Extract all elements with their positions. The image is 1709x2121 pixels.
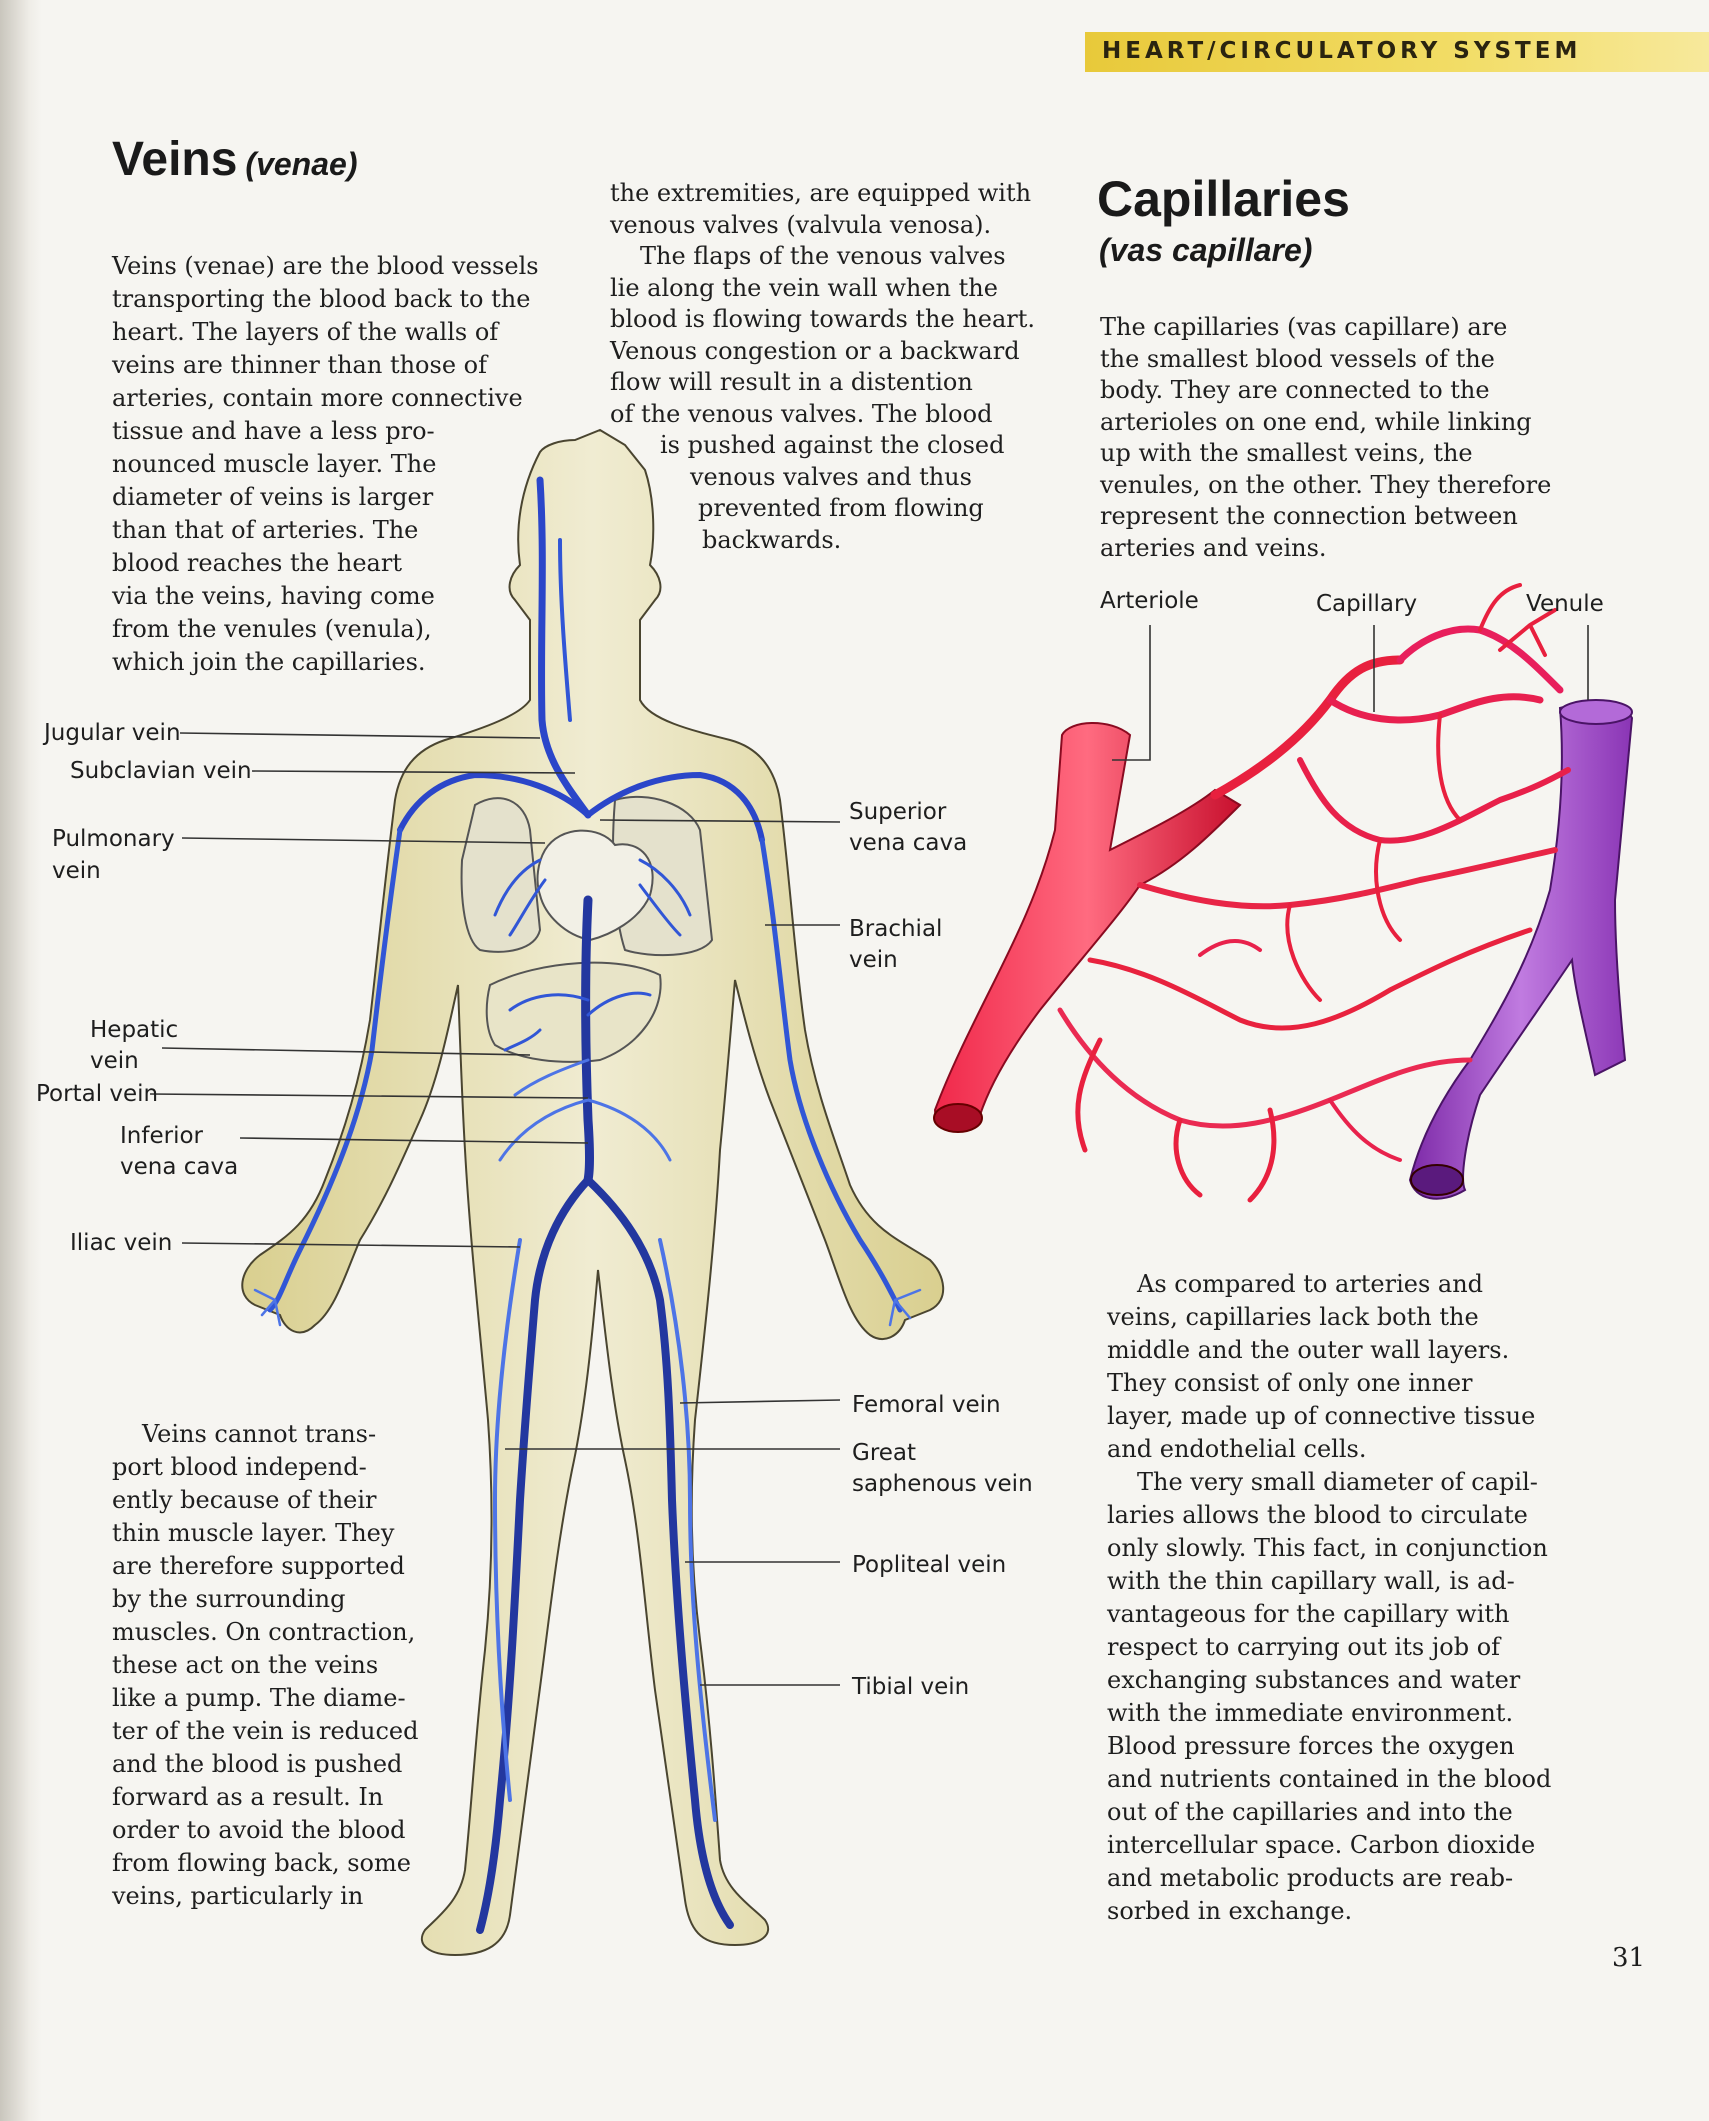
page-number: 31 <box>1612 1943 1646 1973</box>
label-jugular-vein: Jugular vein <box>44 720 181 746</box>
text-line: laries allows the blood to circulate <box>1107 1501 1528 1529</box>
text-line: venules, on the other. They therefore <box>1100 470 1552 499</box>
text-line: these act on the veins <box>112 1651 379 1679</box>
text-line: Veins cannot trans- <box>142 1420 377 1448</box>
text-line: out of the capillaries and into the <box>1107 1798 1513 1826</box>
text-line: Venous congestion or a backward <box>610 336 1020 365</box>
text-line: of the venous valves. The blood <box>610 399 993 428</box>
text-line: venous valves and thus <box>690 462 972 491</box>
label-venule: Venule <box>1526 591 1604 617</box>
text-line: the smallest blood vessels of the <box>1100 344 1495 373</box>
text-line: which join the capillaries. <box>112 648 426 676</box>
text-line: middle and the outer wall layers. <box>1107 1336 1510 1364</box>
text-line: sorbed in exchange. <box>1107 1897 1353 1925</box>
text-line: veins, particularly in <box>112 1882 364 1910</box>
text-line: and metabolic products are reab- <box>1107 1864 1514 1892</box>
label-hepatic-vein-2: vein <box>90 1048 139 1074</box>
text-line: layer, made up of connective tissue <box>1107 1402 1536 1430</box>
capillaries-title: Capillaries <box>1097 171 1350 227</box>
text-line: tissue and have a less pro- <box>112 417 435 445</box>
text-line: and the blood is pushed <box>112 1750 403 1778</box>
label-superior-vena-cava-1: Superior <box>849 799 947 825</box>
label-brachial-vein-2: vein <box>849 947 898 973</box>
text-line: the extremities, are equipped with <box>610 179 1032 207</box>
text-line: transporting the blood back to the <box>112 285 531 313</box>
text-line: from the venules (venula), <box>112 615 432 643</box>
veins-title-latin: (venae) <box>245 146 358 182</box>
text-line: via the veins, having come <box>112 582 435 610</box>
label-subclavian-vein: Subclavian vein <box>70 758 252 784</box>
text-line: arteries and veins. <box>1100 533 1327 562</box>
text-line: exchanging substances and water <box>1107 1666 1521 1694</box>
text-line: heart. The layers of the walls of <box>112 318 499 346</box>
inferior-vena-cava <box>586 900 590 1180</box>
label-femoral-vein: Femoral vein <box>852 1392 1001 1418</box>
venule-top-opening <box>1560 700 1632 724</box>
venule-vessel <box>1410 703 1632 1198</box>
label-tibial-vein: Tibial vein <box>852 1674 970 1700</box>
text-line: ter of the vein is reduced <box>112 1717 419 1745</box>
text-line: venous valves (valvula venosa). <box>610 210 992 239</box>
label-portal-vein: Portal vein <box>36 1081 159 1107</box>
left-lung <box>462 798 540 952</box>
text-line: ently because of their <box>112 1486 377 1514</box>
label-capillary: Capillary <box>1316 591 1418 617</box>
text-line: thin muscle layer. They <box>112 1519 395 1547</box>
text-line: only slowly. This fact, in conjunction <box>1107 1534 1548 1562</box>
text-line: up with the smallest veins, the <box>1100 439 1473 467</box>
text-line: from flowing back, some <box>112 1849 411 1877</box>
text-line: veins, capillaries lack both the <box>1107 1303 1479 1331</box>
text-line: They consist of only one inner <box>1107 1369 1473 1397</box>
text-line: port blood independ- <box>112 1453 367 1481</box>
text-line: blood is flowing towards the heart. <box>610 305 1036 333</box>
text-line: lie along the vein wall when the <box>610 273 998 302</box>
text-line: The flaps of the venous valves <box>640 242 1006 270</box>
text-line: than that of arteries. The <box>112 516 419 544</box>
text-line: arteries, contain more connective <box>112 384 523 412</box>
text-line: is pushed against the closed <box>660 431 1005 459</box>
text-line: arterioles on one end, while linking <box>1100 407 1532 436</box>
capillary-leader-lines <box>1112 625 1588 760</box>
label-hepatic-vein-1: Hepatic <box>90 1017 179 1043</box>
text-line: vantageous for the capillary with <box>1107 1600 1510 1628</box>
text-line: are therefore supported <box>112 1552 405 1580</box>
capillaries-title-latin: (vas capillare) <box>1099 232 1313 268</box>
capillary-network <box>1060 585 1568 1200</box>
text-line: diameter of veins is larger <box>112 483 434 511</box>
text-line: nounced muscle layer. The <box>112 450 437 478</box>
label-arteriole: Arteriole <box>1100 588 1199 614</box>
text-line: and endothelial cells. <box>1107 1435 1367 1463</box>
text-line: body. They are connected to the <box>1100 376 1490 404</box>
text-line: represent the connection between <box>1100 502 1518 530</box>
label-great-saphenous-vein-2: saphenous vein <box>852 1471 1033 1497</box>
body-silhouette <box>242 430 943 1955</box>
text-line: by the surrounding <box>112 1585 346 1613</box>
label-popliteal-vein: Popliteal vein <box>852 1552 1007 1578</box>
text-line: and nutrients contained in the blood <box>1107 1765 1552 1793</box>
text-line: blood reaches the heart <box>112 549 402 577</box>
label-superior-vena-cava-2: vena cava <box>849 830 968 856</box>
text-line: order to avoid the blood <box>112 1816 406 1844</box>
text-line: forward as a result. In <box>112 1783 384 1811</box>
text-line: Veins (venae) are the blood vessels <box>112 252 539 280</box>
text-line: veins are thinner than those of <box>112 351 487 379</box>
text-line: with the immediate environment. <box>1107 1699 1514 1727</box>
text-line: As compared to arteries and <box>1137 1270 1484 1298</box>
label-iliac-vein: Iliac vein <box>70 1230 173 1256</box>
text-line: with the thin capillary wall, is ad- <box>1107 1567 1515 1595</box>
arteriole-opening <box>934 1104 982 1132</box>
text-line: Blood pressure forces the oxygen <box>1107 1732 1515 1760</box>
label-brachial-vein-1: Brachial <box>849 916 943 942</box>
label-great-saphenous-vein-1: Great <box>852 1440 917 1466</box>
text-line: muscles. On contraction, <box>112 1618 416 1646</box>
text-line: backwards. <box>702 525 842 554</box>
veins-title: Veins <box>112 133 238 186</box>
venule-opening <box>1411 1165 1463 1195</box>
capillary-bed <box>934 585 1632 1200</box>
text-line: respect to carrying out its job of <box>1107 1633 1501 1661</box>
text-line: The capillaries (vas capillare) are <box>1100 313 1508 341</box>
text-line: prevented from flowing <box>698 494 984 522</box>
text-line: intercellular space. Carbon dioxide <box>1107 1831 1536 1859</box>
label-pulmonary-vein-2: vein <box>52 858 101 884</box>
label-inferior-vena-cava-1: Inferior <box>120 1123 203 1149</box>
text-line: The very small diameter of capil- <box>1137 1468 1538 1496</box>
label-inferior-vena-cava-2: vena cava <box>120 1154 239 1180</box>
section-header-label: HEART/CIRCULATORY SYSTEM <box>1102 38 1582 64</box>
label-pulmonary-vein-1: Pulmonary <box>52 826 175 852</box>
text-line: like a pump. The diame- <box>112 1684 406 1712</box>
text-line: flow will result in a distention <box>610 368 973 396</box>
